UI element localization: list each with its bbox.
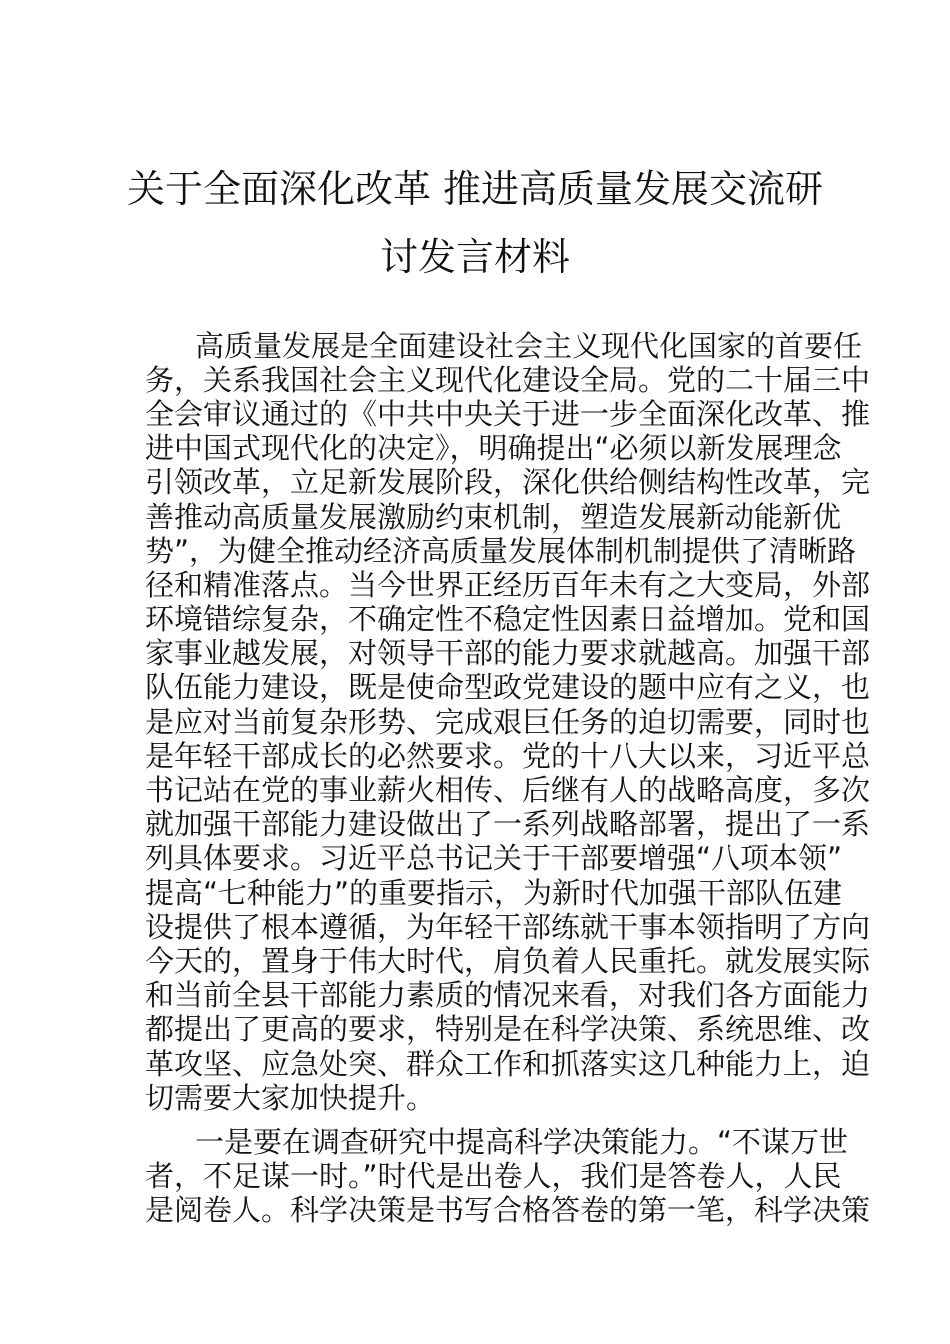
paragraph-line: 队伍能力建设，既是使命型政党建设的题中应有之义，也 xyxy=(145,670,871,704)
paragraph-line: 是应对当前复杂形势、完成艰巨任务的迫切需要，同时也 xyxy=(145,705,871,739)
paragraph-line: 一是要在调查研究中提高科学决策能力。“不谋万世 xyxy=(195,1125,849,1159)
paragraph-line: 书记站在党的事业薪火相传、后继有人的战略高度，多次 xyxy=(145,773,871,807)
paragraph-line: 是年轻干部成长的必然要求。党的十八大以来，习近平总 xyxy=(145,739,871,773)
paragraph-line: 今天的，置身于伟大时代，肩负着人民重托。就发展实际 xyxy=(145,944,871,978)
paragraph-line: 进中国式现代化的决定》，明确提出“必须以新发展理念 xyxy=(145,431,842,465)
paragraph-line: 列具体要求。习近平总书记关于干部要增强“八项本领” xyxy=(145,841,843,875)
paragraph-line: 引领改革，立足新发展阶段，深化供给侧结构性改革，完 xyxy=(145,465,871,499)
paragraph-line: 全会审议通过的《中共中央关于进一步全面深化改革、推 xyxy=(145,397,871,431)
paragraph-line: 革攻坚、应急处突、群众工作和抓落实这几种能力上，迫 xyxy=(145,1047,871,1081)
paragraph-line: 是阅卷人。科学决策是书写合格答卷的第一笔，科学决策 xyxy=(145,1193,871,1227)
paragraph-line: 环境错综复杂，不确定性不稳定性因素日益增加。党和国 xyxy=(145,602,871,636)
paragraph-line: 都提出了更高的要求，特别是在科学决策、系统思维、改 xyxy=(145,1012,871,1046)
paragraph-line: 者，不足谋一时。”时代是出卷人，我们是答卷人，人民 xyxy=(145,1159,842,1193)
document-title-line-2: 讨发言材料 xyxy=(379,235,570,279)
paragraph-line: 就加强干部能力建设做出了一系列战略部署，提出了一系 xyxy=(145,807,871,841)
paragraph-line: 设提供了根本遵循，为年轻干部练就干事本领指明了方向 xyxy=(145,910,871,944)
paragraph-line: 高质量发展是全面建设社会主义现代化国家的首要任 xyxy=(195,329,863,363)
paragraph-line: 和当前全县干部能力素质的情况来看，对我们各方面能力 xyxy=(145,978,871,1012)
paragraph-line: 善推动高质量发展激励约束机制，塑造发展新动能新优 xyxy=(145,500,842,534)
paragraph-line: 家事业越发展，对领导干部的能力要求就越高。加强干部 xyxy=(145,636,871,670)
paragraph-line: 提高“七种能力”的重要指示，为新时代加强干部队伍建 xyxy=(145,876,843,910)
paragraph-line: 切需要大家加快提升。 xyxy=(145,1081,436,1115)
paragraph-line: 势”，为健全推动经济高质量发展体制机制提供了清晰路 xyxy=(145,534,857,568)
paragraph-line: 径和精准落点。当今世界正经历百年未有之大变局，外部 xyxy=(145,568,871,602)
paragraph-line: 务，关系我国社会主义现代化建设全局。党的二十届三中 xyxy=(145,363,871,397)
document-title-line-1: 关于全面深化改革 推进高质量发展交流研 xyxy=(126,167,824,211)
